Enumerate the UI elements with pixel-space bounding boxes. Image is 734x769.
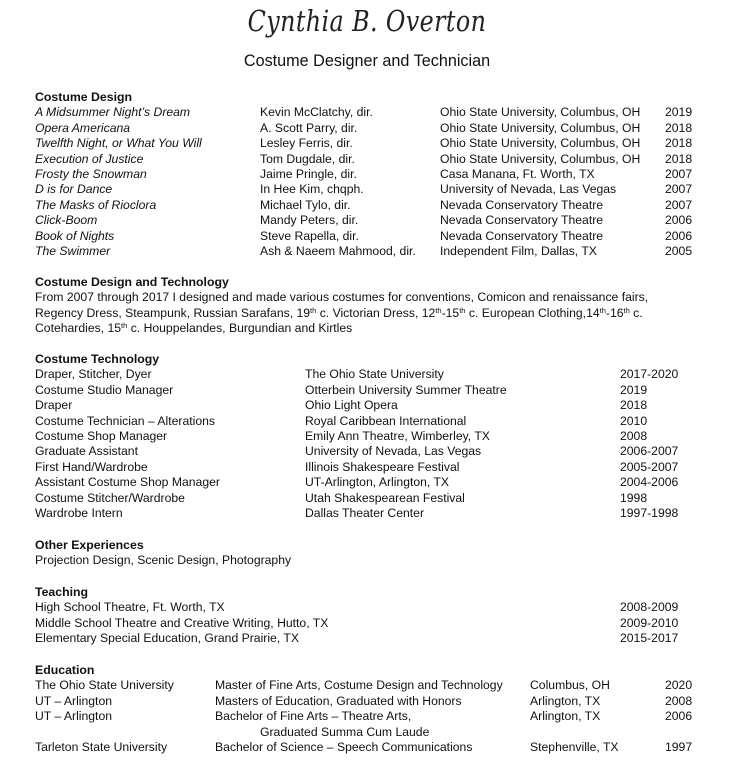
production-director: Steve Rapella, dir. xyxy=(260,228,359,243)
teaching-list xyxy=(35,600,695,646)
production-year: 2018 xyxy=(665,120,693,135)
production-director: Ash & Naeem Mahmood, dir. xyxy=(260,243,416,258)
education-location: Arlington, TX xyxy=(530,709,601,724)
design-entry xyxy=(35,244,695,259)
teaching-position: High School Theatre, Ft. Worth, TX xyxy=(35,600,225,615)
teaching-entry xyxy=(35,600,695,615)
job-years: 1997-1998 xyxy=(620,505,679,520)
production-title: The Swimmer xyxy=(35,243,111,258)
job-years: 2019 xyxy=(620,382,648,397)
education-year: 2008 xyxy=(665,693,693,708)
production-venue: University of Nevada, Las Vegas xyxy=(440,182,617,197)
technology-entry xyxy=(35,506,695,521)
production-year: 2019 xyxy=(665,105,693,120)
education-degree: Bachelor of Science – Speech Communications xyxy=(215,739,473,754)
design-entry xyxy=(35,182,695,197)
production-director: In Hee Kim, chqph. xyxy=(260,182,364,197)
job-place: UT-Arlington, Arlington, TX xyxy=(305,475,450,490)
education-year: 2020 xyxy=(665,678,693,693)
job-place: The Ohio State University xyxy=(305,367,444,382)
section-heading: Costume Technology xyxy=(35,352,160,366)
job-years: 2017-2020 xyxy=(620,367,679,382)
section-heading: Costume Design and Technology xyxy=(35,275,229,289)
job-years: 2005-2007 xyxy=(620,459,679,474)
production-venue: Ohio State University, Columbus, OH xyxy=(440,151,641,166)
job-years: 2008 xyxy=(620,428,648,443)
job-role: Draper, Stitcher, Dyer xyxy=(35,367,152,382)
production-venue: Nevada Conservatory Theatre xyxy=(440,228,604,243)
production-year: 2007 xyxy=(665,182,693,197)
education-degree: Graduated Summa Cum Laude xyxy=(260,724,430,739)
teaching-entry xyxy=(35,631,695,646)
job-role: Wardrobe Intern xyxy=(35,505,123,520)
design-entry xyxy=(35,105,695,120)
production-year: 2018 xyxy=(665,151,693,166)
production-year: 2007 xyxy=(665,166,693,181)
teaching-years: 2008-2009 xyxy=(620,600,679,615)
production-year: 2007 xyxy=(665,197,693,212)
technology-entry xyxy=(35,429,695,444)
design-entry xyxy=(35,136,695,151)
section-heading: Costume Design xyxy=(35,90,133,104)
section-heading: Other Experiences xyxy=(35,538,144,552)
job-years: 2006-2007 xyxy=(620,444,679,459)
education-degree: Masters of Education, Graduated with Honors xyxy=(215,693,462,708)
costume-technology-section xyxy=(35,352,695,521)
design-technology-paragraph xyxy=(35,290,695,336)
production-title: The Masks of Rioclora xyxy=(35,197,157,212)
teaching-section xyxy=(35,585,695,647)
job-role: Costume Studio Manager xyxy=(35,382,174,397)
other-experiences-section xyxy=(35,538,695,569)
design-technology-section xyxy=(35,275,695,337)
production-venue: Nevada Conservatory Theatre xyxy=(440,197,604,212)
production-director: Tom Dugdale, dir. xyxy=(260,151,355,166)
paragraph-line: Regency Dress, Steampunk, Russian Sarafans, 19th c. Victorian Dress, 12th-15th c. European Clothing,14th-16th c. xyxy=(35,305,643,320)
technology-entry xyxy=(35,383,695,398)
design-entry xyxy=(35,167,695,182)
teaching-position: Elementary Special Education, Grand Prairie, TX xyxy=(35,631,299,646)
technology-entry xyxy=(35,367,695,382)
job-place: Otterbein University Summer Theatre xyxy=(305,382,507,397)
education-section xyxy=(35,663,695,755)
job-place: Royal Caribbean International xyxy=(305,413,467,428)
education-degree: Bachelor of Fine Arts – Theatre Arts, xyxy=(215,709,412,724)
production-title: Execution of Justice xyxy=(35,151,144,166)
education-entry xyxy=(35,678,695,693)
job-place: University of Nevada, Las Vegas xyxy=(305,444,482,459)
education-year: 2006 xyxy=(665,709,693,724)
education-school: UT – Arlington xyxy=(35,709,113,724)
production-venue: Independent Film, Dallas, TX xyxy=(440,243,597,258)
production-venue: Ohio State University, Columbus, OH xyxy=(440,105,641,120)
education-list xyxy=(35,678,695,755)
job-role: Graduate Assistant xyxy=(35,444,138,459)
education-entry xyxy=(35,740,695,755)
teaching-entry xyxy=(35,616,695,631)
job-role: Costume Stitcher/Wardrobe xyxy=(35,490,185,505)
technology-entry xyxy=(35,398,695,413)
production-year: 2006 xyxy=(665,213,693,228)
technology-entry xyxy=(35,444,695,459)
education-school: Tarleton State University xyxy=(35,739,168,754)
education-entry xyxy=(35,709,695,724)
education-school: The Ohio State University xyxy=(35,678,174,693)
job-place: Dallas Theater Center xyxy=(305,505,425,520)
teaching-years: 2015-2017 xyxy=(620,631,679,646)
technology-entry xyxy=(35,414,695,429)
education-location: Columbus, OH xyxy=(530,678,610,693)
production-director: Kevin McClatchy, dir. xyxy=(260,105,373,120)
job-years: 1998 xyxy=(620,490,648,505)
education-year: 1997 xyxy=(665,739,693,754)
production-year: 2005 xyxy=(665,243,693,258)
production-title: Twelfth Night, or What You Will xyxy=(35,136,202,151)
production-title: A Midsummer Night’s Dream xyxy=(35,105,191,120)
resume-name: Cynthia B. Overton xyxy=(247,4,487,38)
job-place: Utah Shakespearean Festival xyxy=(305,490,465,505)
production-venue: Ohio State University, Columbus, OH xyxy=(440,136,641,151)
education-entry xyxy=(35,694,695,709)
education-degree: Master of Fine Arts, Costume Design and Technology xyxy=(215,678,503,693)
production-title: D is for Dance xyxy=(35,182,113,197)
teaching-years: 2009-2010 xyxy=(620,615,679,630)
education-location: Arlington, TX xyxy=(530,693,601,708)
design-entry xyxy=(35,152,695,167)
paragraph-line: Cotehardies, 15th c. Houppelandes, Burgundian and Kirtles xyxy=(35,321,353,336)
design-entry xyxy=(35,213,695,228)
production-title: Frosty the Snowman xyxy=(35,166,147,181)
job-role: Costume Technician – Alterations xyxy=(35,413,215,428)
education-location: Stephenville, TX xyxy=(530,739,619,754)
production-director: Lesley Ferris, dir. xyxy=(260,136,353,151)
production-director: Jaime Pringle, dir. xyxy=(260,166,357,181)
teaching-position: Middle School Theatre and Creative Writing, Hutto, TX xyxy=(35,615,329,630)
education-entry xyxy=(35,725,695,740)
production-year: 2018 xyxy=(665,136,693,151)
production-year: 2006 xyxy=(665,228,693,243)
production-title: Click-Boom xyxy=(35,213,98,228)
section-heading: Teaching xyxy=(35,585,89,599)
production-venue: Ohio State University, Columbus, OH xyxy=(440,120,641,135)
job-place: Illinois Shakespeare Festival xyxy=(305,459,460,474)
design-entry xyxy=(35,198,695,213)
job-role: Costume Shop Manager xyxy=(35,428,168,443)
production-director: Mandy Peters, dir. xyxy=(260,213,359,228)
paragraph-line: From 2007 through 2017 I designed and made various costumes for conventions, Comicon and renaissance fairs, xyxy=(35,290,649,305)
section-heading: Education xyxy=(35,663,95,677)
education-school: UT – Arlington xyxy=(35,693,113,708)
design-entry xyxy=(35,121,695,136)
production-venue: Casa Manana, Ft. Worth, TX xyxy=(440,166,595,181)
job-role: Assistant Costume Shop Manager xyxy=(35,475,220,490)
job-place: Emily Ann Theatre, Wimberley, TX xyxy=(305,428,490,443)
job-years: 2004-2006 xyxy=(620,475,679,490)
job-role: First Hand/Wardrobe xyxy=(35,459,148,474)
costume-technology-list xyxy=(35,367,695,521)
other-experiences-text: Projection Design, Scenic Design, Photography xyxy=(35,553,292,568)
costume-design-list xyxy=(35,105,695,259)
technology-entry xyxy=(35,491,695,506)
production-venue: Nevada Conservatory Theatre xyxy=(440,213,604,228)
production-director: A. Scott Parry, dir. xyxy=(260,120,358,135)
production-director: Michael Tylo, dir. xyxy=(260,197,351,212)
job-years: 2010 xyxy=(620,413,648,428)
production-title: Opera Americana xyxy=(35,120,131,135)
job-place: Ohio Light Opera xyxy=(305,398,398,413)
production-title: Book of Nights xyxy=(35,228,115,243)
job-role: Draper xyxy=(35,398,73,413)
design-entry xyxy=(35,229,695,244)
technology-entry xyxy=(35,475,695,490)
technology-entry xyxy=(35,460,695,475)
resume-subtitle: Costume Designer and Technician xyxy=(243,52,491,70)
costume-design-section xyxy=(35,90,695,259)
job-years: 2018 xyxy=(620,398,648,413)
